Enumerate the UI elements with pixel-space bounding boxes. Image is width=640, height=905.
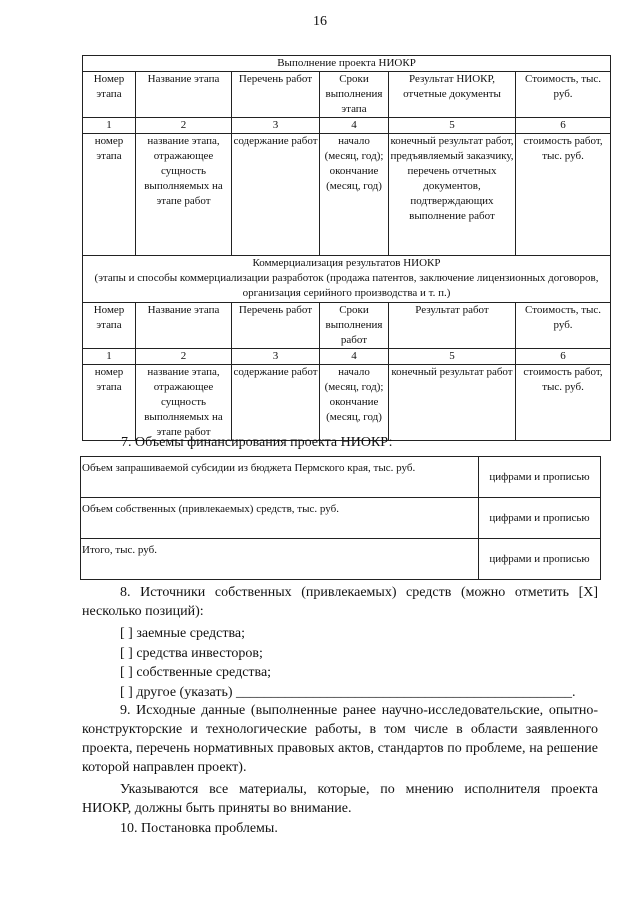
financing-value: цифрами и прописью xyxy=(479,498,601,539)
table1-header: Сроки выполнения этапа xyxy=(320,72,389,118)
section-8-text: 8. Источники собственных (привлекаемых) средств (можно отметить [X] несколько позиций): xyxy=(82,585,598,619)
table1-number: 5 xyxy=(389,118,516,134)
source-option: [ ] средства инвесторов; xyxy=(120,646,263,661)
table2-title-cell xyxy=(83,256,611,303)
table1-header: Стоимость, тыс. руб. xyxy=(516,72,611,118)
table1-number: 2 xyxy=(136,118,232,134)
table1-cell: начало (месяц, год); окончание (месяц, год) xyxy=(320,134,389,256)
section-9-note: Указываются все материалы, которые, по мнению исполнителя проекта НИОКР, должны быть приняты во внимание. xyxy=(82,782,598,816)
table2-title: Коммерциализация результатов НИОКР xyxy=(252,257,441,269)
financing-value: цифрами и прописью xyxy=(479,539,601,580)
table2-cell: конечный результат работ xyxy=(389,365,516,441)
table1-number: 3 xyxy=(232,118,320,134)
table2-number: 2 xyxy=(136,349,232,365)
table2-number: 1 xyxy=(83,349,136,365)
financing-label: Объем запрашиваемой субсидии из бюджета Пермского края, тыс. руб. xyxy=(81,457,479,498)
table2-header: Стоимость, тыс. руб. xyxy=(516,303,611,349)
table1-header: Номер этапа xyxy=(83,72,136,118)
table2-number: 4 xyxy=(320,349,389,365)
table1-cell: название этапа, отражающее сущность выполняемых на этапе работ xyxy=(136,134,232,256)
section-10-text: 10. Постановка проблемы. xyxy=(120,821,278,836)
table1-cell: содержание работ xyxy=(232,134,320,256)
table2-header: Результат работ xyxy=(389,303,516,349)
table1-number: 6 xyxy=(516,118,611,134)
source-option: [ ] заемные средства; xyxy=(120,626,245,641)
table2-header: Название этапа xyxy=(136,303,232,349)
table2-cell: начало (месяц, год); окончание (месяц, год) xyxy=(320,365,389,441)
table1-cell: конечный результат работ, предъявляемый заказчику, перечень отчетных документов, подтверждающих выполнение работ xyxy=(389,134,516,256)
table1-header: Название этапа xyxy=(136,72,232,118)
financing-table xyxy=(80,456,601,580)
page-number: 16 xyxy=(313,14,327,29)
table2-cell: номер этапа xyxy=(83,365,136,441)
table2-subtitle: (этапы и способы коммерциализации разработок (продажа патентов, заключение лицензионных договоров, организация серийного производства и т. п.) xyxy=(94,272,599,299)
table2-number: 3 xyxy=(232,349,320,365)
section-9-text: 9. Исходные данные (выполненные ранее научно-исследовательские, опытно-конструкторские и технологические работы, в том числе в области заявленного проекта, перечень нормативных правовых актов, стандартов по проблеме, на решение которой направлен проект). xyxy=(82,703,598,775)
source-option: [ ] другое (указать) ________________________________________________. xyxy=(120,685,576,700)
financing-label: Объем собственных (привлекаемых) средств, тыс. руб. xyxy=(81,498,479,539)
table1-header: Перечень работ xyxy=(232,72,320,118)
table2-cell: содержание работ xyxy=(232,365,320,441)
table2-header: Перечень работ xyxy=(232,303,320,349)
table2-cell: название этапа, отражающее сущность выполняемых на этапе работ xyxy=(136,365,232,441)
project-execution-table xyxy=(82,55,611,441)
table2-header: Номер этапа xyxy=(83,303,136,349)
table1-cell: номер этапа xyxy=(83,134,136,256)
table1-number: 1 xyxy=(83,118,136,134)
table1-header: Результат НИОКР, отчетные документы xyxy=(389,72,516,118)
table2-header: Сроки выполнения работ xyxy=(320,303,389,349)
table1-cell: стоимость работ, тыс. руб. xyxy=(516,134,611,256)
table2-number: 6 xyxy=(516,349,611,365)
table1-number: 4 xyxy=(320,118,389,134)
table1-title: Выполнение проекта НИОКР xyxy=(83,56,611,72)
table2-number: 5 xyxy=(389,349,516,365)
section-7-heading: 7. Объемы финансирования проекта НИОКР: xyxy=(121,435,393,450)
table2-cell: стоимость работ, тыс. руб. xyxy=(516,365,611,441)
financing-value: цифрами и прописью xyxy=(479,457,601,498)
financing-label: Итого, тыс. руб. xyxy=(81,539,479,580)
source-option: [ ] собственные средства; xyxy=(120,665,272,680)
